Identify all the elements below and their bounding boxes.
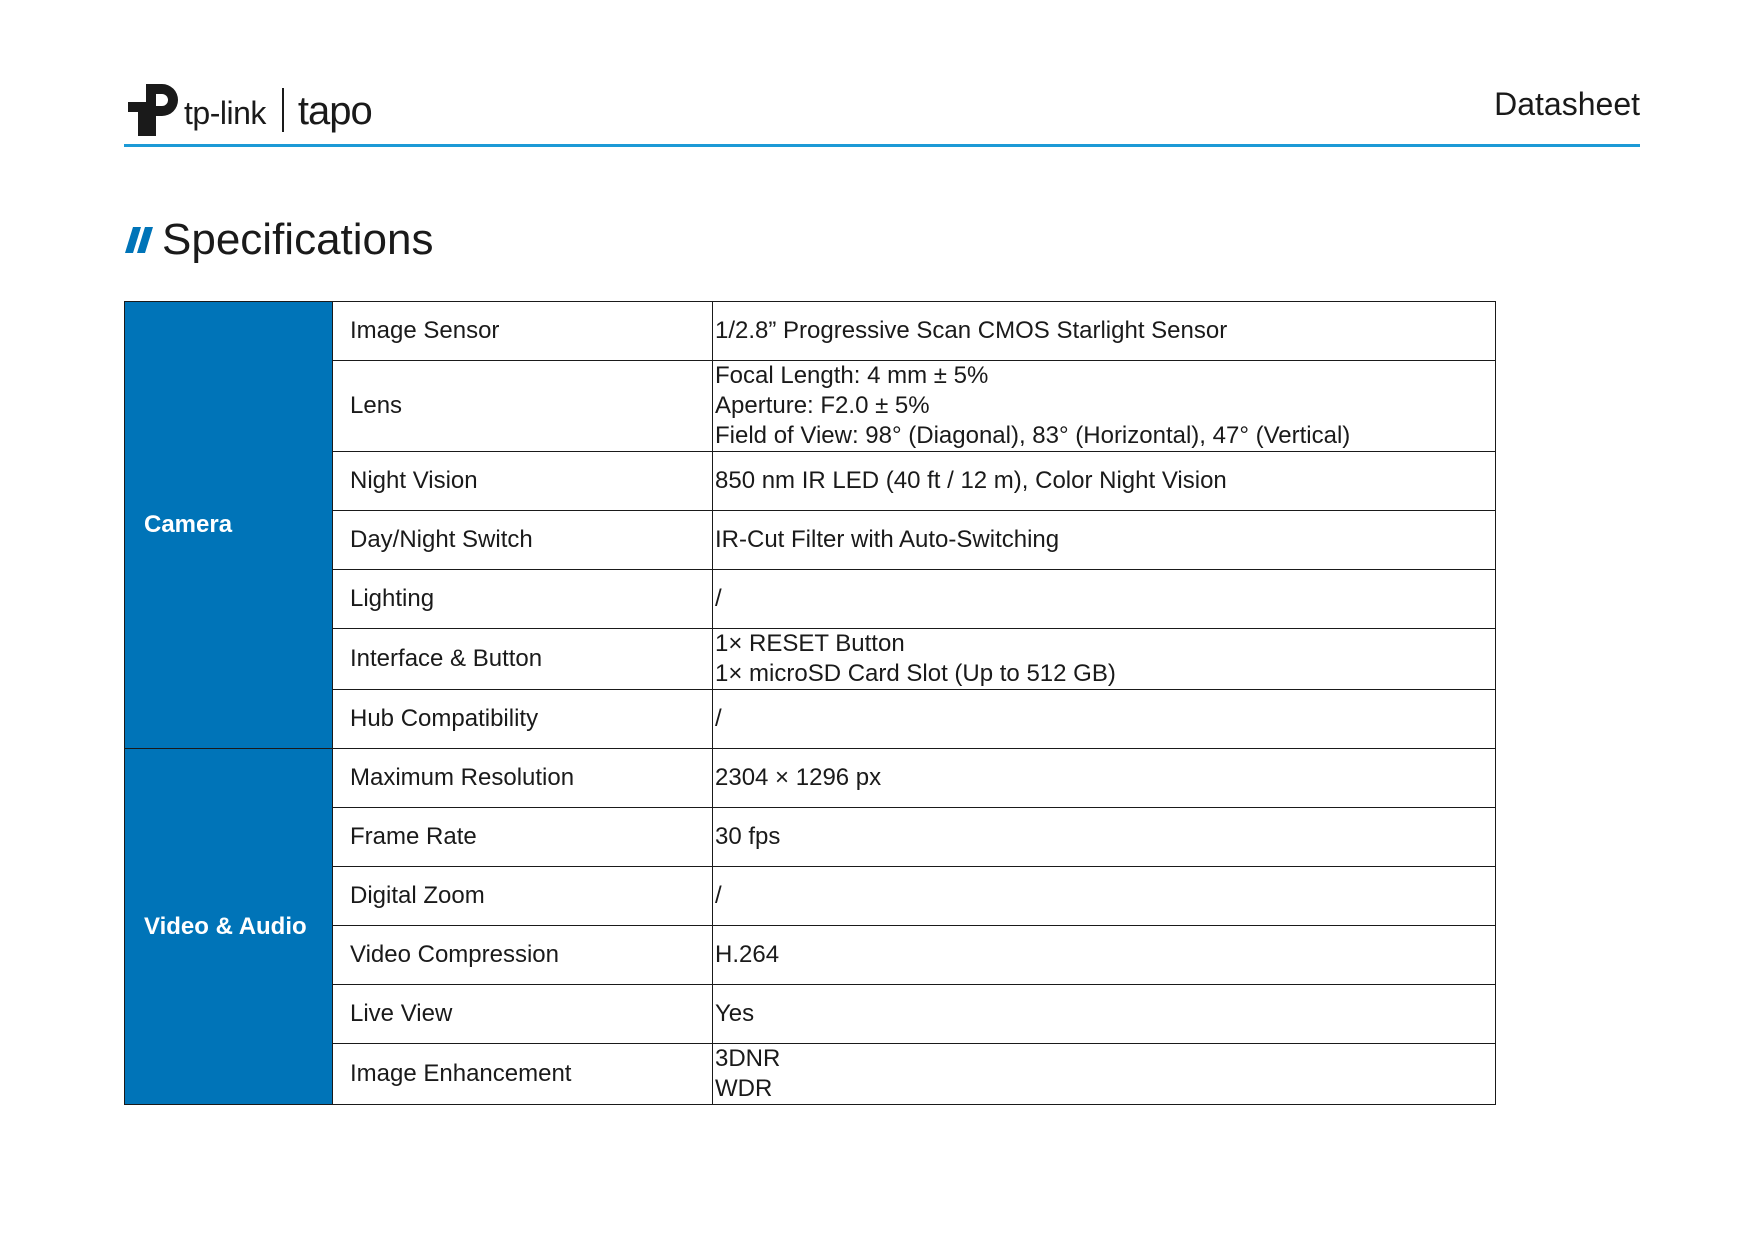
spec-value: / — [713, 867, 1496, 926]
table-row — [125, 749, 1496, 808]
spec-value: Focal Length: 4 mm ± 5% Aperture: F2.0 ± 5% Field of View: 98° (Diagonal), 83° (Horizontal), 47° (Vertical) — [713, 361, 1496, 452]
header-divider — [124, 144, 1640, 147]
spec-label: Lens — [333, 361, 713, 452]
spec-value: H.264 — [713, 926, 1496, 985]
spec-value: 1/2.8” Progressive Scan CMOS Starlight Sensor — [713, 302, 1496, 361]
spec-value: 1× RESET Button 1× microSD Card Slot (Up to 512 GB) — [713, 629, 1496, 690]
brand-logo — [124, 80, 372, 140]
tp-link-wordmark: tp-link — [184, 94, 266, 131]
spec-label: Live View — [333, 985, 713, 1044]
spec-label: Digital Zoom — [333, 867, 713, 926]
spec-label: Day/Night Switch — [333, 511, 713, 570]
spec-label: Video Compression — [333, 926, 713, 985]
spec-label: Interface & Button — [333, 629, 713, 690]
spec-value: / — [713, 570, 1496, 629]
spec-value: 30 fps — [713, 808, 1496, 867]
logo-divider — [282, 88, 284, 132]
spec-value: Yes — [713, 985, 1496, 1044]
spec-value: / — [713, 690, 1496, 749]
spec-label: Image Sensor — [333, 302, 713, 361]
spec-label: Night Vision — [333, 452, 713, 511]
group-label-camera: Camera — [125, 302, 333, 749]
page-header — [124, 76, 1640, 148]
page-title: Specifications — [162, 215, 434, 264]
tp-link-logo-icon — [124, 80, 182, 140]
table-row — [125, 302, 1496, 361]
spec-value: 2304 × 1296 px — [713, 749, 1496, 808]
spec-label: Maximum Resolution — [333, 749, 713, 808]
spec-value: IR-Cut Filter with Auto-Switching — [713, 511, 1496, 570]
group-label-video-audio: Video & Audio — [125, 749, 333, 1105]
specifications-table — [124, 301, 1496, 1105]
double-slash-icon — [124, 225, 154, 255]
spec-value: 850 nm IR LED (40 ft / 12 m), Color Night Vision — [713, 452, 1496, 511]
spec-label: Frame Rate — [333, 808, 713, 867]
tapo-wordmark: tapo — [297, 88, 372, 133]
spec-label: Image Enhancement — [333, 1044, 713, 1105]
section-heading — [124, 212, 433, 268]
spec-label: Lighting — [333, 570, 713, 629]
document-type: Datasheet — [1494, 86, 1640, 122]
spec-value: 3DNR WDR — [713, 1044, 1496, 1105]
spec-label: Hub Compatibility — [333, 690, 713, 749]
